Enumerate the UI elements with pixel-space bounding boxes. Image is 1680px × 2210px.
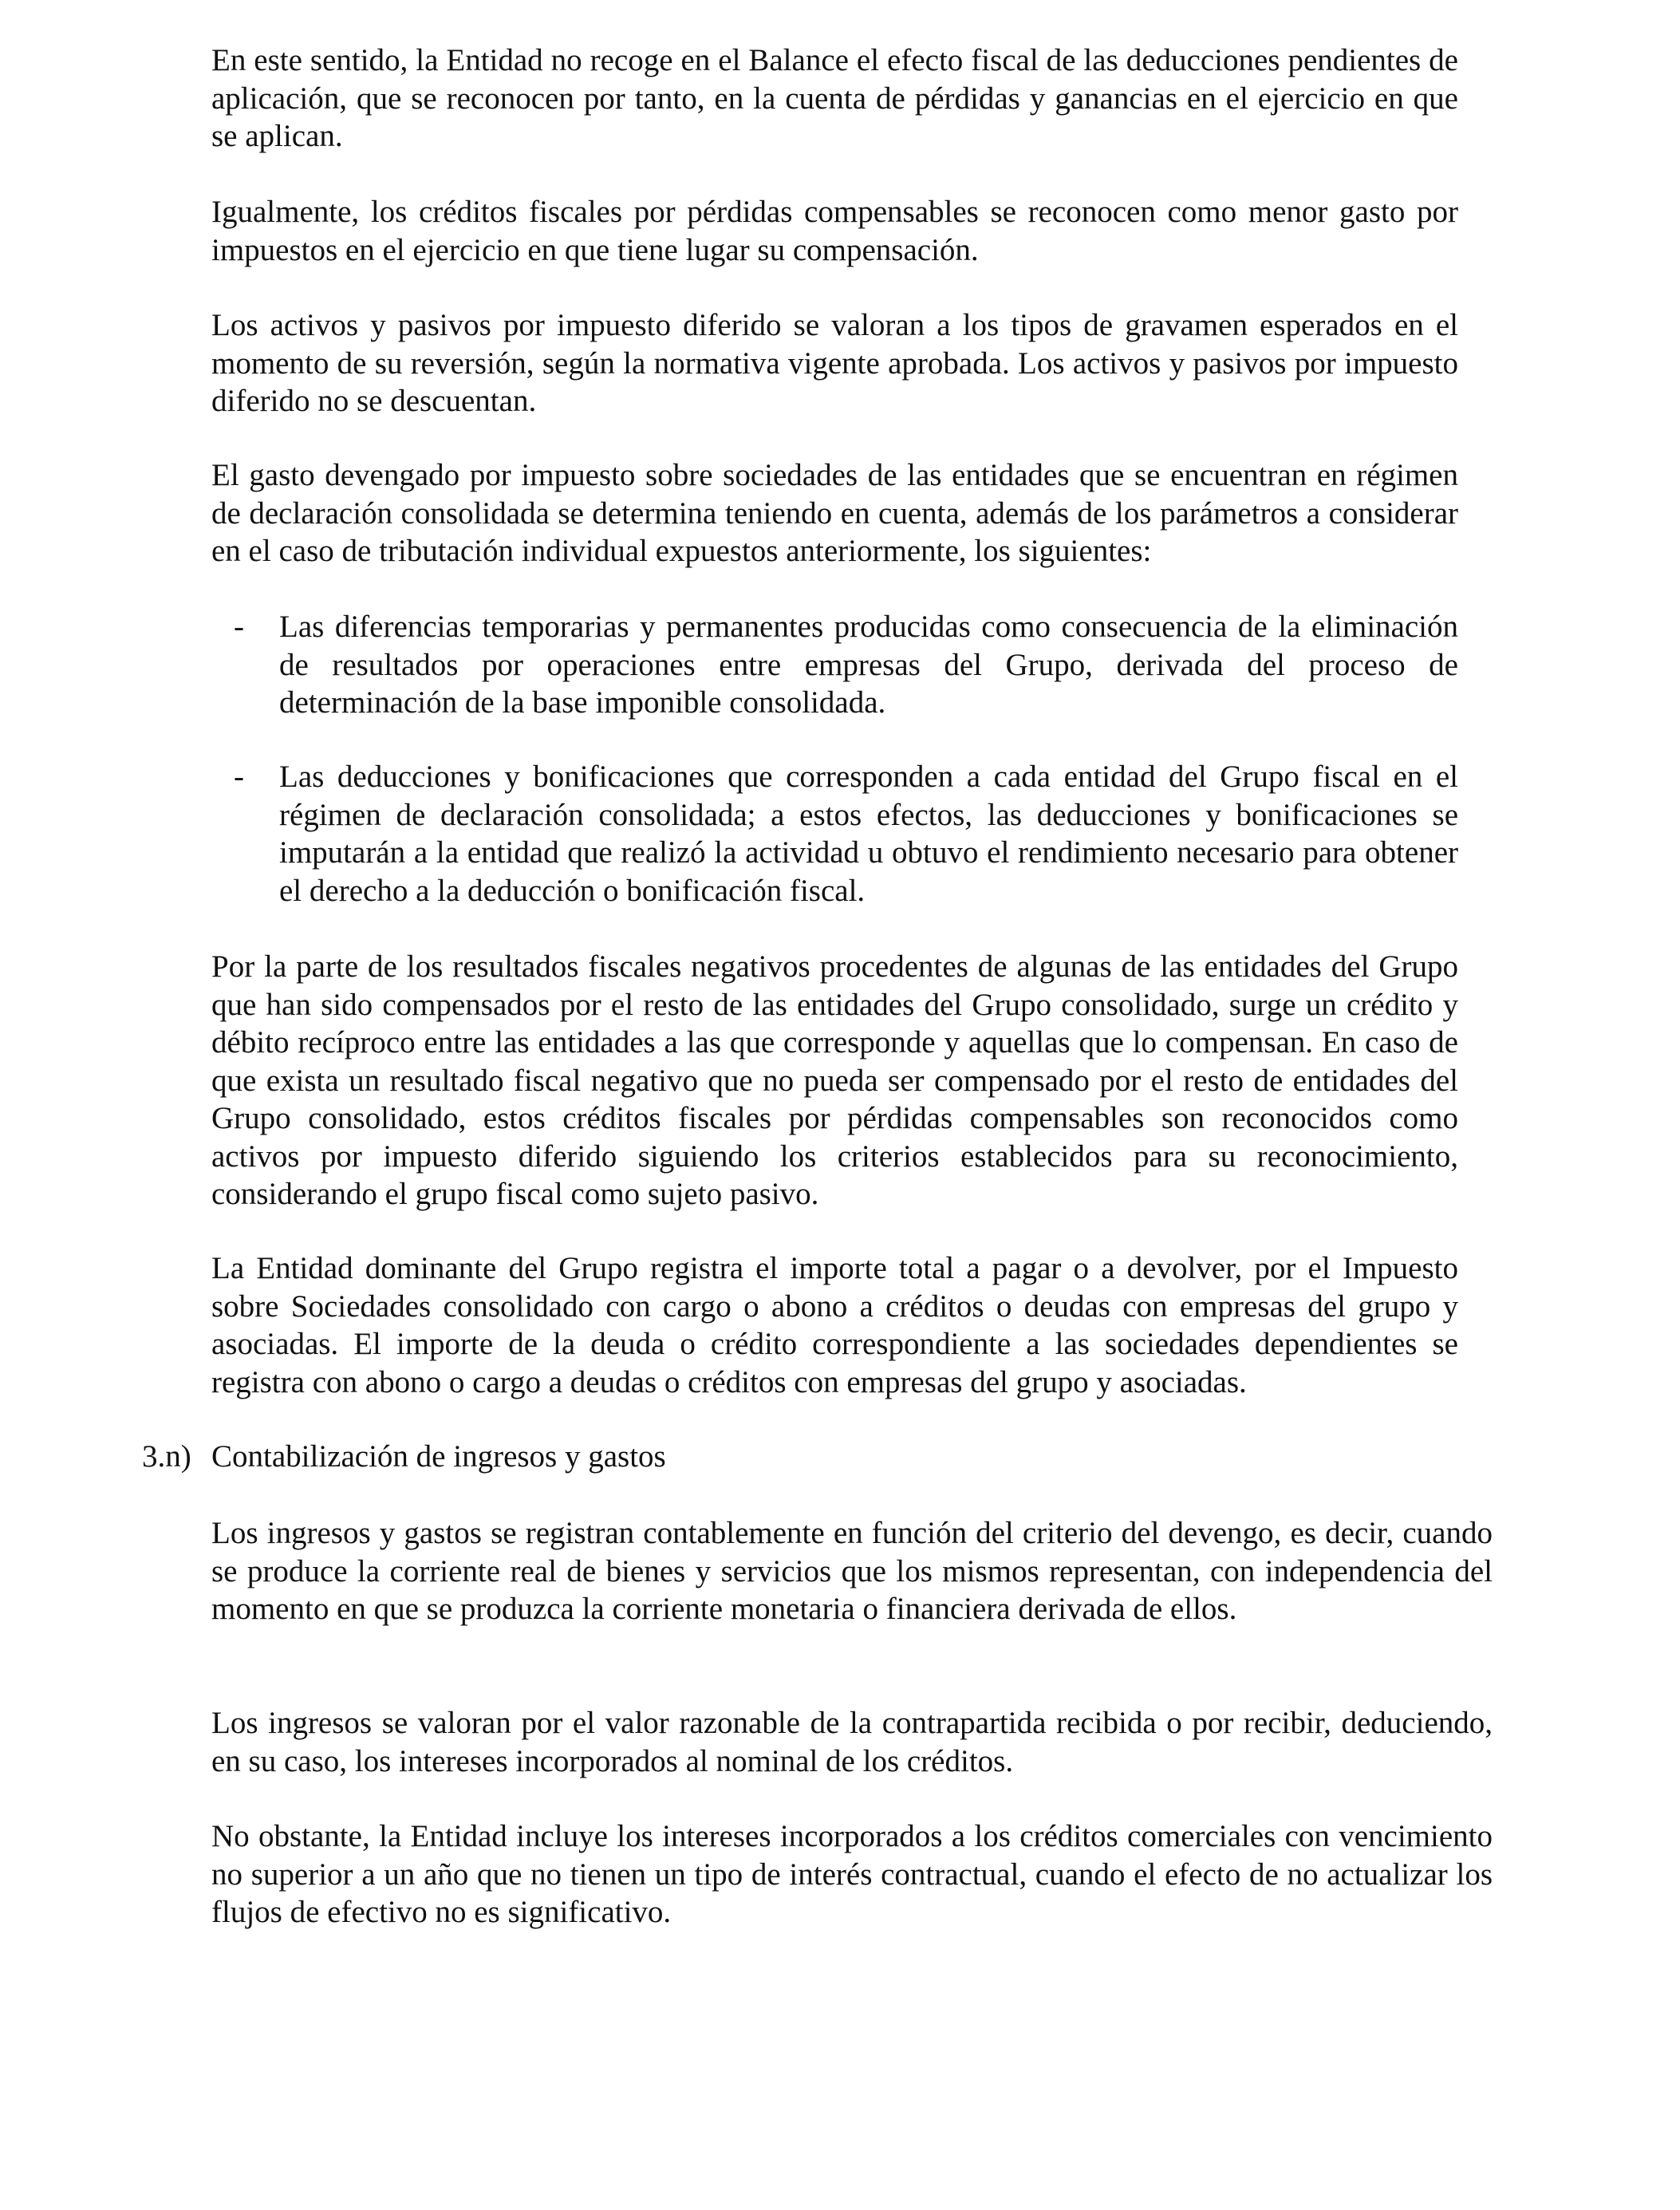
paragraph-impuesto-diferido: Los activos y pasivos por impuesto diferido se valoran a los tipos de gravamen esperados en el momento de su reversión, según la normativa vigente aprobada. Los activos y pasivos por impuesto diferido no se descuentan. bbox=[211, 308, 1458, 418]
paragraph-creditos-fiscales: Igualmente, los créditos fiscales por pérdidas compensables se reconocen como menor gasto por impuestos en el ejercicio en que tiene lugar su compensación. bbox=[211, 195, 1458, 267]
paragraph-gasto-devengado: El gasto devengado por impuesto sobre sociedades de las entidades que se encuentran en régimen de declaración consolidada se determina teniendo en cuenta, además de los parámetros a considerar en el caso de tributación individual expuestos anteriormente, los siguientes: bbox=[211, 458, 1458, 568]
section-title: Contabilización de ingresos y gastos bbox=[211, 1439, 666, 1474]
paragraph-deducciones: En este sentido, la Entidad no recoge en el Balance el efecto fiscal de las deducciones pendientes de aplicación, que se reconocen por tanto, en la cuenta de pérdidas y ganancias en el ejercicio en que se aplican. bbox=[211, 43, 1458, 153]
paragraph-resultados-negativos: Por la parte de los resultados fiscales negativos procedentes de algunas de las entidades del Grupo que han sido compensados por el resto de las entidades del Grupo consolidado, surge un crédito y débito recíproco entre las entidades a las que corresponde y aquellas que lo compensan. En caso de que exista un resultado fiscal negativo que no pueda ser compensado por el resto de entidades del Grupo consolidado, estos créditos fiscales por pérdidas compensables son reconocidos como activos por impuesto diferido siguiendo los criterios establecidos para su reconocimiento, considerando el grupo fiscal como sujeto pasivo. bbox=[211, 949, 1458, 1211]
list-bullet: - bbox=[234, 610, 244, 644]
list-item-text: Las deducciones y bonificaciones que corresponden a cada entidad del Grupo fiscal en el régimen de declaración consolidada; a estos efectos, las deducciones y bonificaciones se imputarán a la entidad que realizó la actividad u obtuvo el rendimiento necesario para obtener el derecho a la deducción o bonificación fiscal. bbox=[279, 760, 1458, 908]
paragraph-entidad-dominante: La Entidad dominante del Grupo registra el importe total a pagar o a devolver, por el Impuesto sobre Sociedades consolidado con cargo o abono a créditos o deudas con empresas del grupo y asociadas. El importe de la deuda o crédito correspondiente a las sociedades dependientes se registra con abono o cargo a deudas o créditos con empresas del grupo y asociadas. bbox=[211, 1251, 1458, 1399]
section-number: 3.n) bbox=[142, 1439, 191, 1474]
paragraph-ingresos-gastos: Los ingresos y gastos se registran contablemente en función del criterio del devengo, es decir, cuando se produce la corriente real de bienes y servicios que los mismos representan, con independencia del momento en que se produzca la corriente monetaria o financiera derivada de ellos. bbox=[211, 1516, 1493, 1626]
paragraph-valoracion-ingresos: Los ingresos se valoran por el valor razonable de la contrapartida recibida o por recibir, deduciendo, en su caso, los intereses incorporados al nominal de los créditos. bbox=[211, 1706, 1493, 1778]
list-item-text: Las diferencias temporarias y permanentes producidas como consecuencia de la eliminación de resultados por operaciones entre empresas del Grupo, derivada del proceso de determinación de la base imponible consolidada. bbox=[279, 610, 1458, 720]
paragraph-no-obstante: No obstante, la Entidad incluye los intereses incorporados a los créditos comerciales con vencimiento no superior a un año que no tienen un tipo de interés contractual, cuando el efecto de no actualizar los flujos de efectivo no es significativo. bbox=[211, 1819, 1493, 1929]
list-bullet: - bbox=[234, 760, 244, 794]
